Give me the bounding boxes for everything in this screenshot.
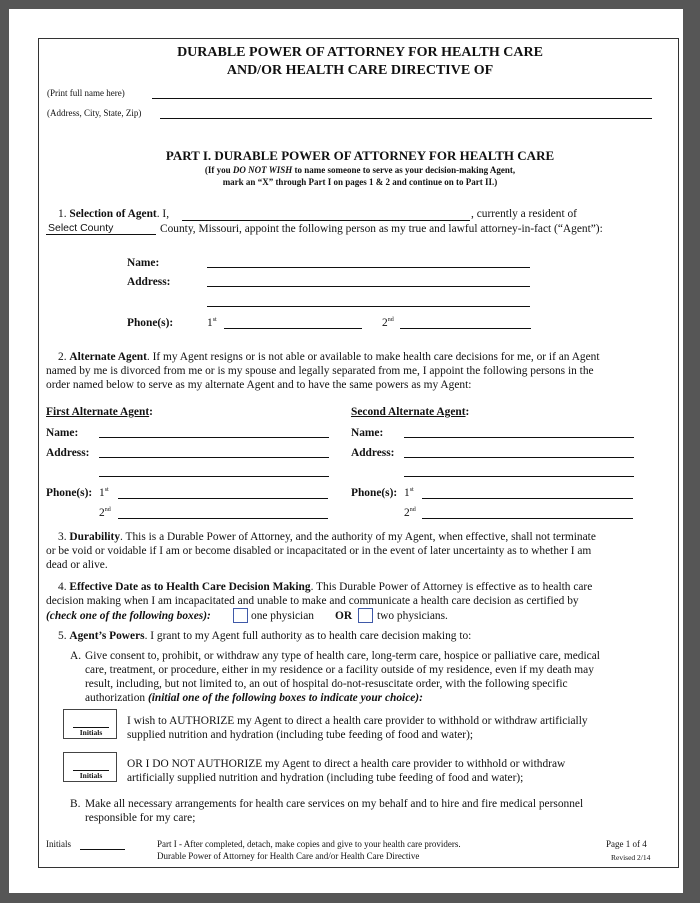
part1-sub-emphasis: DO NOT WISH [232,165,293,175]
item-a-label: A. [70,650,82,662]
agent-phones-label: Phone(s): [127,317,174,329]
ordinal-2-sup: nd [104,507,111,514]
second-alternate-title: Second Alternate Agent [351,406,466,418]
section2-line1-text: . If my Agent resigns or is not able or available to make health care decisions for me, or if an Agent [146,351,600,363]
colon: : [465,406,470,418]
section2-line2: named by me is divorced from me or is my spouse and legally separated from me, I appoint the following persons in the [46,365,594,377]
ordinal-1: 1 [99,487,105,499]
section4-heading: Effective Date as to Health Care Decision Making [69,581,311,593]
alt2-phone1-field[interactable] [422,498,633,499]
section4-line1 [58,580,592,594]
item-a-line2: care, treatment, or procedure, either in my residence or a facility outside of my residence, even if my death may [85,664,594,676]
alt1-phone2-prefix [99,506,111,520]
part1-title: PART I. DURABLE POWER OF ATTORNEY FOR HEALTH CARE [165,148,555,163]
section1-line2: County, Missouri, appoint the following person as my true and lawful attorney-in-fact (“Agent”): [160,223,603,235]
ordinal-2-sup: nd [409,507,416,514]
item-a-line4 [85,691,423,705]
section2-heading: Alternate Agent [69,351,147,363]
alt1-phone2-field[interactable] [118,518,328,519]
section4-line2: decision making when I am incapacitated and unable to make and communicate a health care decision as certified by [46,595,579,607]
not-authorize-option-line2: artificially supplied nutrition and hydration (including tube feeding of food and water); [127,772,524,784]
one-physician-label: one physician [251,610,314,622]
or-label: OR [335,610,353,622]
authorize-option-line2: supplied nutrition and hydration (including tube feeding of food and water); [127,729,474,741]
footer-note-2: Durable Power of Attorney for Health Care and/or Health Care Directive [157,851,420,861]
item-b-line2: responsible for my care; [85,812,196,824]
ordinal-2: 2 [99,507,105,519]
print-name-field[interactable] [152,98,652,99]
item-a-line4-instruction: (initial one of the following boxes to indicate your choice): [147,692,423,704]
alt2-phone2-field[interactable] [422,518,633,519]
alt1-phone1-field[interactable] [118,498,328,499]
section1-line1 [58,207,169,221]
section3-number: 3. [58,531,70,543]
section4-number: 4. [58,581,70,593]
alt1-phones-label: Phone(s): [46,487,93,499]
address-field[interactable] [160,118,652,119]
alt1-address-field-1[interactable] [99,457,329,458]
part1-subtitle-2: mark an “X” through Part I on pages 1 & 2 and continue on to Part II.) [222,177,498,187]
county-field-line [46,234,156,235]
section4-check-instruction: (check one of the following boxes): [46,610,211,622]
alt1-name-field[interactable] [99,437,329,438]
agent-address-label: Address: [127,276,171,288]
section5-number: 5. [58,630,70,642]
part1-sub-suffix: to name someone to serve as your decision-making Agent, [292,165,516,175]
alt1-phone1-prefix [99,486,109,500]
footer-note-1: Part I - After completed, detach, make copies and give to your health care providers. [157,839,461,849]
ordinal-1-sup: st [104,487,109,494]
alt2-phone2-prefix [404,506,416,520]
section3-heading: Durability [69,531,121,543]
first-alternate-title: First Alternate Agent [46,406,150,418]
two-physicians-label: two physicians. [377,610,448,622]
section3-line2: or be void or voidable if I am or become disabled or incapacitated or in the event of later uncertainty as to whether I am [46,545,592,557]
item-a-line1: Give consent to, prohibit, or withdraw any type of health care, long-term care, hospice or palliative care, medical [85,650,600,662]
page-number: Page 1 of 4 [606,839,647,849]
address-label: (Address, City, State, Zip) [47,108,142,118]
item-a-line4-text: authorization [85,692,148,704]
section1-line1a: . I, [156,208,170,220]
initials-box-not-authorize[interactable] [63,752,117,782]
section2-line3: order named below to serve as my alternate Agent and to have the same powers as my Agent: [46,379,472,391]
section4-line1-text: . This Durable Power of Attorney is effective as to health care [310,581,593,593]
alt1-address-label: Address: [46,447,90,459]
first-alternate-heading [46,405,153,419]
initials-caption: Initials [73,727,109,737]
section5-line1-text: . I grant to my Agent full authority as to health care decision making to: [144,630,472,642]
alt2-phone1-prefix [404,486,414,500]
item-b-label: B. [70,798,81,810]
ordinal-1: 1 [404,487,410,499]
revision-date: Revised 2/14 [611,853,651,862]
agent-address-field-1[interactable] [207,286,530,287]
section2-number: 2. [58,351,70,363]
ordinal-2-sup: nd [387,317,394,324]
agent-name-field[interactable] [207,267,530,268]
section1-heading: Selection of Agent [69,208,157,220]
part1-sub-prefix: (If you [204,165,233,175]
alt2-name-label: Name: [351,427,384,439]
one-physician-checkbox[interactable] [233,608,248,623]
alt1-address-field-2[interactable] [99,476,329,477]
agent-phone2-prefix [382,316,394,330]
alt2-phones-label: Phone(s): [351,487,398,499]
footer-initials-label: Initials [46,839,71,849]
section5-heading: Agent’s Powers [69,630,145,642]
county-select[interactable]: Select County [48,222,114,234]
footer-initials-field[interactable] [80,849,125,850]
not-authorize-option-line1: OR I DO NOT AUTHORIZE my Agent to direct a health care provider to withhold or withdraw [127,758,566,770]
alt2-name-field[interactable] [404,437,634,438]
alt1-name-label: Name: [46,427,79,439]
document-title-line1: DURABLE POWER OF ATTORNEY FOR HEALTH CARE [177,45,543,60]
ordinal-1: 1 [207,317,213,329]
second-alternate-heading [351,405,469,419]
section3-line1-text: . This is a Durable Power of Attorney, and the authority of my Agent, when effective, shall not terminate [120,531,596,543]
agent-phone1-prefix [207,316,217,330]
section3-line1 [58,530,596,544]
alt2-address-label: Address: [351,447,395,459]
agent-address-field-2[interactable] [207,306,530,307]
principal-name-field[interactable] [182,220,470,221]
two-physicians-checkbox[interactable] [358,608,373,623]
section2-line1 [58,350,600,364]
alt2-address-field-2[interactable] [404,476,634,477]
initials-caption: Initials [73,770,109,780]
agent-name-label: Name: [127,257,160,269]
section3-line3: dead or alive. [46,559,108,571]
part1-subtitle-1 [40,165,680,176]
section1-resident-text: , currently a resident of [471,208,577,220]
ordinal-1-sup: st [212,317,217,324]
section1-number: 1. [58,208,67,220]
ordinal-2: 2 [382,317,388,329]
authorize-option-line1: I wish to AUTHORIZE my Agent to direct a health care provider to withhold or withdraw artificially [127,715,588,727]
colon: : [149,406,153,418]
ordinal-1-sup: st [409,487,414,494]
ordinal-2: 2 [404,507,410,519]
item-a-line3: result, including, but not limited to, an out of hospital do-not-resuscitate order, with the following specific [85,678,568,690]
print-name-label: (Print full name here) [47,88,125,98]
section5-line1 [58,629,471,643]
item-b-line1: Make all necessary arrangements for health care services on my behalf and to hire and fire medical personnel [85,798,584,810]
alt2-address-field-1[interactable] [404,457,634,458]
agent-phone2-field[interactable] [400,328,531,329]
agent-phone1-field[interactable] [224,328,362,329]
document-title-line2: AND/OR HEALTH CARE DIRECTIVE OF [226,63,494,78]
initials-box-authorize[interactable] [63,709,117,739]
